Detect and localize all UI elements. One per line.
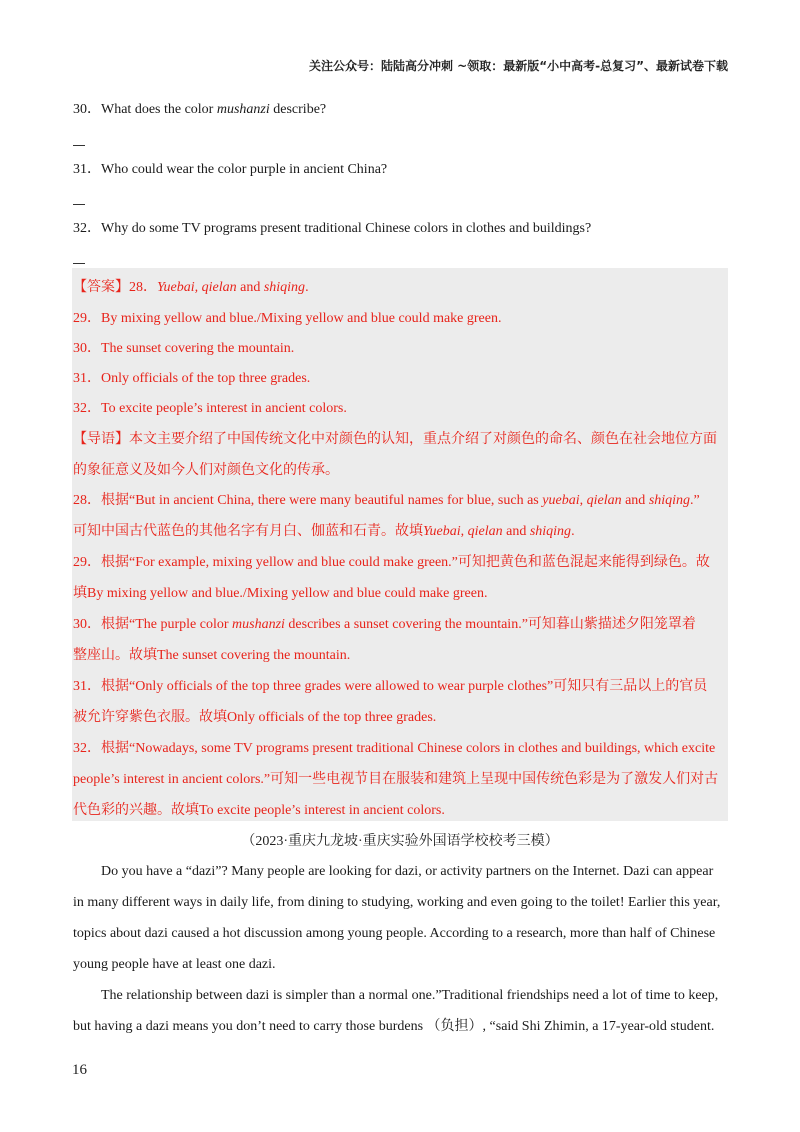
explain-emphasis: qielan xyxy=(586,493,622,508)
explain-text: describes a sunset covering the mountain.”可知暮山紫描述夕阳笼罩着 xyxy=(284,617,696,632)
explain-text: 30．根据“The purple color xyxy=(73,617,233,632)
explain-text: 可知中国古代蓝色的其他名字有月白、伽蓝和石青。故填 xyxy=(73,524,423,539)
answer-punct: . xyxy=(305,280,309,295)
answer-29: 29．By mixing yellow and blue./Mixing yellow and blue could make green. xyxy=(73,311,502,326)
passage-line: topics about dazi caused a hot discussion among young people. According to a research, more than half of Chinese xyxy=(73,926,716,941)
explain-32-line-1: 32．根据“Nowadays, some TV programs present traditional Chinese colors in clothes and buildings, which excite xyxy=(73,741,716,756)
explain-30-line-1 xyxy=(73,613,696,633)
explain-emphasis: shiqing xyxy=(648,493,691,508)
answer-blank-30 xyxy=(73,145,85,146)
question-emphasis: mushanzi xyxy=(216,102,270,117)
passage-line: in many different ways in daily life, from dining to studying, working and even going to the toilet! Earlier this year, xyxy=(73,895,721,910)
passage-paragraph-1 xyxy=(73,856,728,980)
guide-line-2: 的象征意义及如今人们对颜色文化的传承。 xyxy=(73,463,339,478)
answer-32: 32．To excite people’s interest in ancient colors. xyxy=(73,401,347,416)
answer-connector: and xyxy=(236,280,264,295)
question-number: 30． xyxy=(73,102,101,117)
explain-text: and xyxy=(502,524,530,539)
answer-28 xyxy=(73,276,309,296)
explain-32-line-2: people’s interest in ancient colors.”可知一些电视节目在服装和建筑上呈现中国传统色彩是为了激发人们对古 xyxy=(73,772,719,787)
explain-emphasis: Yuebai xyxy=(423,524,461,539)
explain-text: , xyxy=(460,524,468,539)
answer-30: 30．The sunset covering the mountain. xyxy=(73,341,295,356)
question-text: What does the color xyxy=(101,102,217,117)
passage-line: but having a dazi means you don’t need to carry those burdens （负担）, “said Shi Zhimin, a 17-year-old student. xyxy=(73,1019,715,1034)
answer-emphasis: Yuebai, qielan xyxy=(157,280,237,295)
question-text-end: describe? xyxy=(269,102,327,117)
passage-line: Do you have a “dazi”? Many people are looking for dazi, or activity partners on the Internet. Dazi can appear xyxy=(101,864,714,879)
question-number: 32． xyxy=(73,221,101,236)
page-header: 关注公众号：陆陆高分冲刺 ~领取：最新版“小中高考-总复习”、最新试卷下载 xyxy=(309,59,728,73)
explain-emphasis: qielan xyxy=(467,524,503,539)
passage-paragraph-2 xyxy=(73,980,728,1042)
explain-29-line-1: 29．根据“For example, mixing yellow and blue could make green.”可知把黄色和蓝色混起来能得到绿色。故 xyxy=(73,555,710,570)
explain-text: . xyxy=(571,524,575,539)
question-text: Why do some TV programs present traditional Chinese colors in clothes and buildings? xyxy=(101,221,592,236)
question-31 xyxy=(73,158,387,178)
answer-blank-31 xyxy=(73,204,85,205)
explain-30-line-2: 整座山。故填The sunset covering the mountain. xyxy=(73,648,351,663)
explain-text: , xyxy=(579,493,587,508)
page-number: 16 xyxy=(72,1062,87,1078)
passage-line: young people have at least one dazi. xyxy=(73,957,276,972)
explain-29-line-2: 填By mixing yellow and blue./Mixing yellow and blue could make green. xyxy=(73,586,488,601)
explain-28-line-2 xyxy=(73,520,575,540)
explain-emphasis: yuebai xyxy=(542,493,580,508)
guide-line-1: 【导语】本文主要介绍了中国传统文化中对颜色的认知，重点介绍了对颜色的命名、颜色在社会地位方面 xyxy=(73,432,717,447)
question-30 xyxy=(73,98,326,118)
explain-emphasis: mushanzi xyxy=(232,617,285,632)
explain-text: and xyxy=(621,493,649,508)
explain-text: 28．根据“But in ancient China, there were many beautiful names for blue, such as xyxy=(73,493,543,508)
explain-32-line-3: 代色彩的兴趣。故填To excite people’s interest in ancient colors. xyxy=(73,803,445,818)
question-32 xyxy=(73,217,591,237)
explain-emphasis: shiqing xyxy=(529,524,572,539)
explain-31-line-2: 被允许穿紫色衣服。故填Only officials of the top three grades. xyxy=(73,710,437,725)
question-text: Who could wear the color purple in ancient China? xyxy=(101,162,388,177)
question-number: 31． xyxy=(73,162,101,177)
explain-text: .” xyxy=(690,493,700,508)
answer-label: 【答案】28． xyxy=(73,280,157,295)
answer-blank-32 xyxy=(73,263,85,264)
source-citation: （2023·重庆九龙坡·重庆实验外国语学校校考三模） xyxy=(241,834,559,849)
passage-line: The relationship between dazi is simpler than a normal one.”Traditional friendships need a lot of time to keep, xyxy=(101,988,719,1003)
answer-emphasis: shiqing xyxy=(263,280,306,295)
explain-31-line-1: 31．根据“Only officials of the top three grades were allowed to wear purple clothes”可知只有三品以上的官员 xyxy=(73,679,708,694)
explain-28-line-1 xyxy=(73,489,700,509)
answer-31: 31．Only officials of the top three grades. xyxy=(73,371,311,386)
